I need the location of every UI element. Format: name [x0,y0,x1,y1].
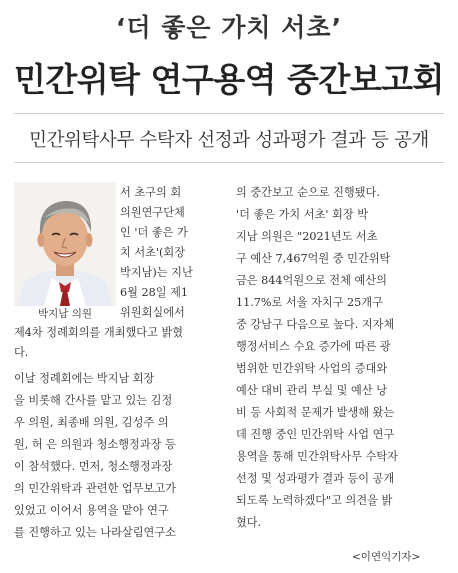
body-line: 행정서비스 수요 증가에 따른 광 [236,340,391,353]
divider-top [14,113,444,114]
body-line: '더 좋은 가치 서초' 회장 박 [236,208,369,221]
body-line: 지남 의원은 "2021년도 서초 [236,230,378,243]
body-line: 다. [14,346,29,359]
article-subhead: 민간위탁사무 수탁자 선정과 성과평가 결과 등 공개 [29,130,429,151]
photo-caption: 박지남 의원 [37,308,93,320]
body-line: 선정 및 성과평가 결과 등이 공개 [236,472,395,485]
body-line: 위원회실에서 [120,306,185,319]
body-line: 의 중간보고 순으로 진행됐다. [236,186,380,199]
body-line: 서 초구의 회 [120,186,182,199]
body-line: 원, 허 은 의원과 청소행정과장 등 [14,438,176,451]
body-line: 박지남)는 지난 [120,266,193,279]
body-line: 치 서초'(회장 [120,246,186,259]
body-line: 의원연구단체 [120,206,185,219]
body-line: 혔다. [236,516,262,529]
divider-bottom [14,162,444,163]
article-headline: 민간위탁 연구용역 중간보고회 [14,60,444,99]
body-line: 제4차 정례회의를 개최했다고 밝혔 [14,326,184,339]
body-line: 범위한 민간위탁 사업의 증대와 [236,362,388,375]
body-line: 용역을 통해 민간위탁사무 수탁자 [236,450,398,463]
body-line: 금은 844억원으로 전체 예산의 [236,274,387,287]
article-kicker: ‘더 좋은 가치 서초’ [115,13,343,42]
body-line: 데 진행 중인 민간위탁 사업 연구 [236,428,395,441]
body-line: 인 '더 좋은 가 [120,226,188,239]
body-line: 있었고 이어서 용역을 맡아 연구 [14,504,169,517]
body-line: 6월 28일 제1 [120,286,189,299]
photo-portrait [14,182,116,306]
body-line: 구 예산 7,467억원 중 민간위탁 [236,252,391,265]
byline: <이연익기자> [352,551,421,563]
body-line: 비 등 사회적 문제가 발생해 왔는 [236,406,395,419]
body-line: 우 의원, 최종배 의원, 김성주 의 [14,416,169,429]
body-line: 11.7%로 서울 자치구 25개구 [236,296,383,309]
body-line: 를 진행하고 있는 나라살림연구소 [14,526,176,539]
body-line: 예산 대비 관리 부실 및 예산 낭 [236,384,388,397]
body-line: 되도록 노력하겠다"고 의견을 밝 [236,494,393,507]
body-line: 이 참석했다. 먼저, 청소행정과장 [14,460,173,473]
body-line: 이날 정례회에는 박지남 회장 [14,372,155,385]
body-line: 중 강남구 다음으로 높다. 지자체 [236,318,395,331]
body-line: 을 비롯해 간사를 맡고 있는 김정 [14,394,173,407]
body-line: 의 민간위탁과 관련한 업무보고가 [14,482,176,495]
